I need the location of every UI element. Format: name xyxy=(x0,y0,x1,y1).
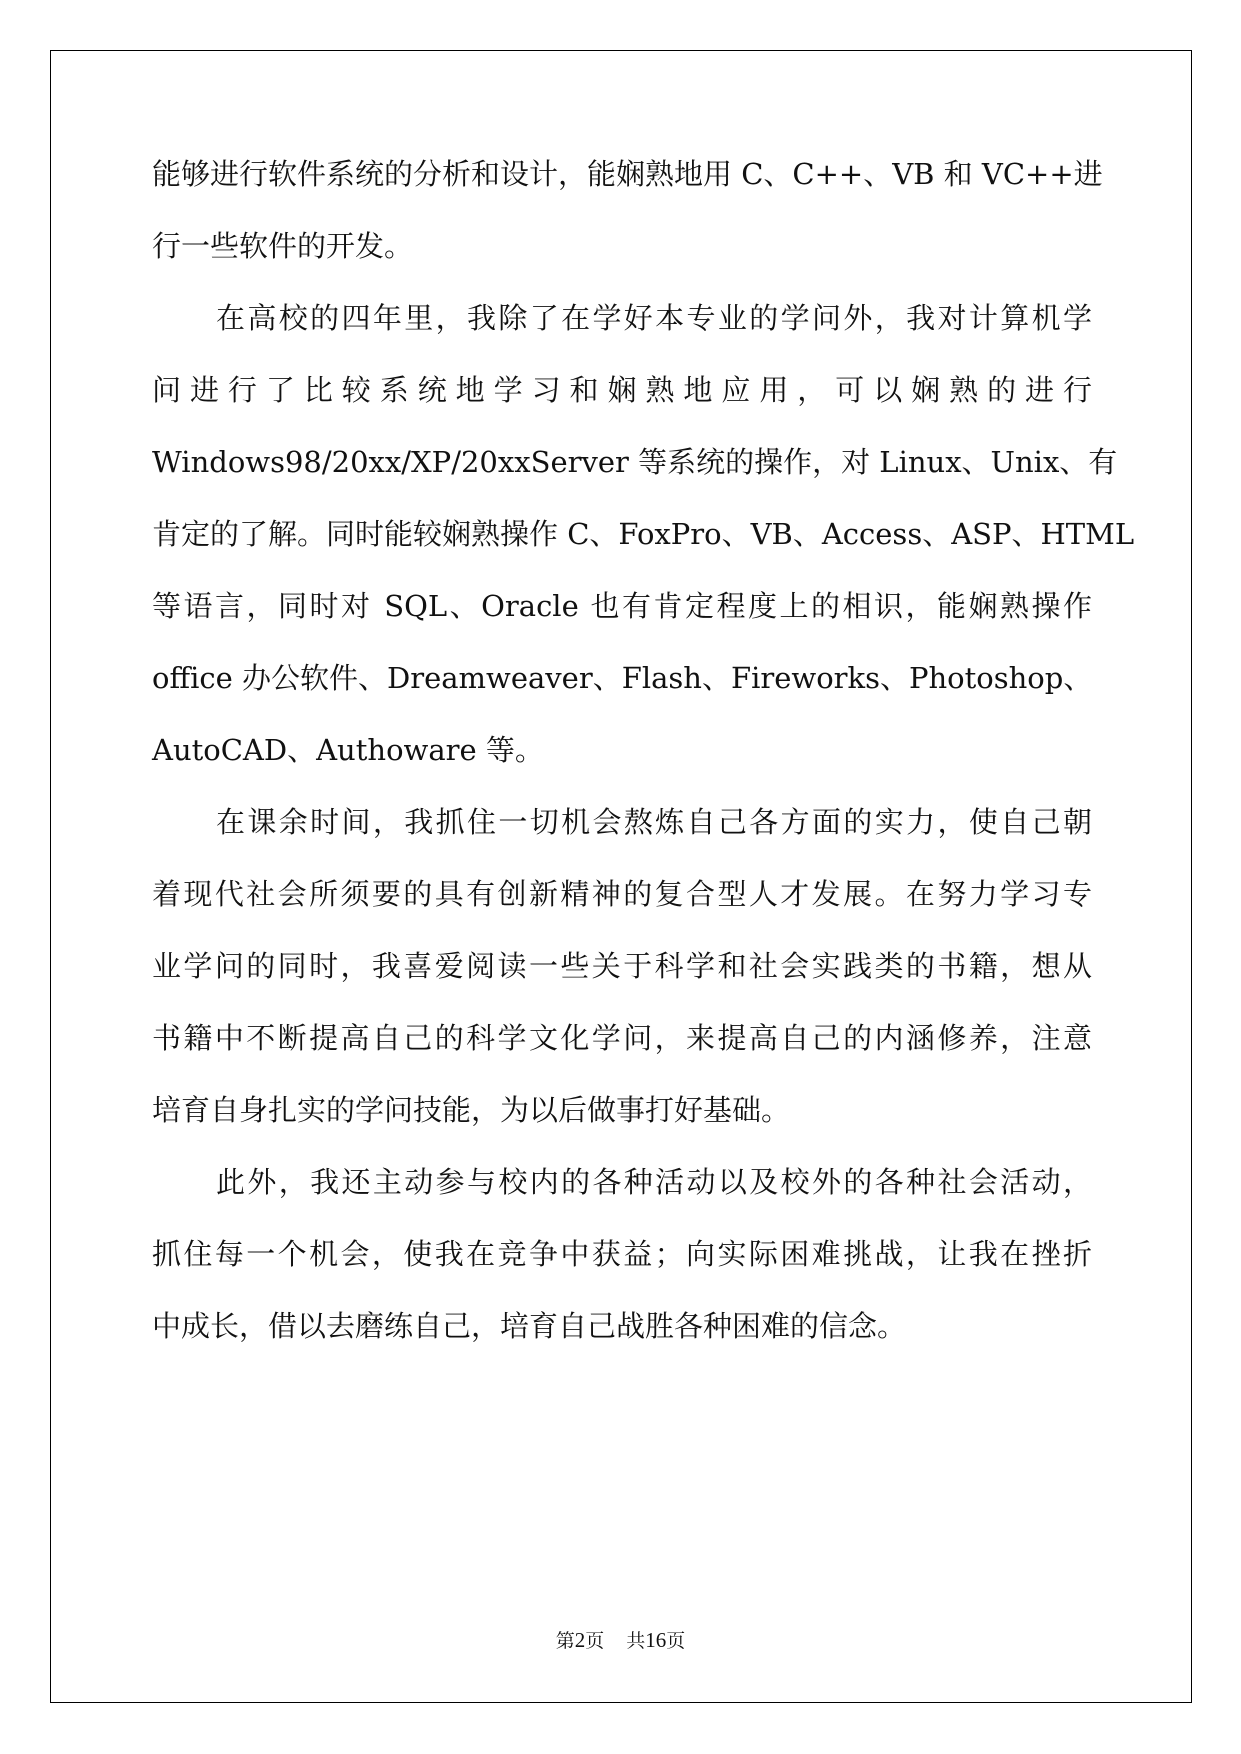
text-line: 书籍中不断提高自己的科学文化学问，来提高自己的内涵修养，注意 xyxy=(152,1021,1092,1055)
text-line: AutoCAD、Authoware 等。 xyxy=(152,733,544,767)
total-prefix: 共 xyxy=(626,1630,646,1652)
text-line: office 办公软件、Dreamweaver、Flash、Fireworks、Photoshop、 xyxy=(152,661,1093,695)
total-suffix: 页 xyxy=(666,1630,686,1652)
page-suffix: 页 xyxy=(585,1630,605,1652)
text-line: Windows98/20xx/XP/20xxServer 等系统的操作，对 Linux、Unix、有 xyxy=(152,445,1118,479)
paragraph-first-line: 在课余时间，我抓住一切机会熬炼自己各方面的实力，使自己朝 xyxy=(216,805,1092,839)
text-line: 问进行了比较系统地学习和娴熟地应用，可以娴熟的进行 xyxy=(152,373,1092,407)
text-line: 能够进行软件系统的分析和设计，能娴熟地用 C、C++、VB 和 VC++进 xyxy=(152,157,1103,191)
text-line: 行一些软件的开发。 xyxy=(152,229,414,263)
text-line: 肯定的了解。同时能较娴熟操作 C、FoxPro、VB、Access、ASP、HTML xyxy=(152,517,1135,551)
text-line: 业学问的同时，我喜爱阅读一些关于科学和社会实践类的书籍，想从 xyxy=(152,949,1092,983)
total-pages: 16 xyxy=(645,1628,667,1652)
paragraph-first-line: 在高校的四年里，我除了在学好本专业的学问外，我对计算机学 xyxy=(216,301,1092,335)
text-line: 着现代社会所须要的具有创新精神的复合型人才发展。在努力学习专 xyxy=(152,877,1092,911)
text-line: 抓住每一个机会，使我在竞争中获益；向实际困难挑战，让我在挫折 xyxy=(152,1237,1092,1271)
page-number: 2 xyxy=(574,1628,586,1652)
text-line: 培育自身扎实的学问技能，为以后做事打好基础。 xyxy=(152,1093,791,1127)
page-prefix: 第 xyxy=(555,1630,575,1652)
text-line: 中成长，借以去磨练自己，培育自己战胜各种困难的信念。 xyxy=(152,1309,907,1343)
text-line: 等语言，同时对 SQL、Oracle 也有肯定程度上的相识，能娴熟操作 xyxy=(152,589,1092,623)
page-footer xyxy=(0,1628,1241,1653)
paragraph-first-line: 此外，我还主动参与校内的各种活动以及校外的各种社会活动， xyxy=(216,1165,1092,1199)
